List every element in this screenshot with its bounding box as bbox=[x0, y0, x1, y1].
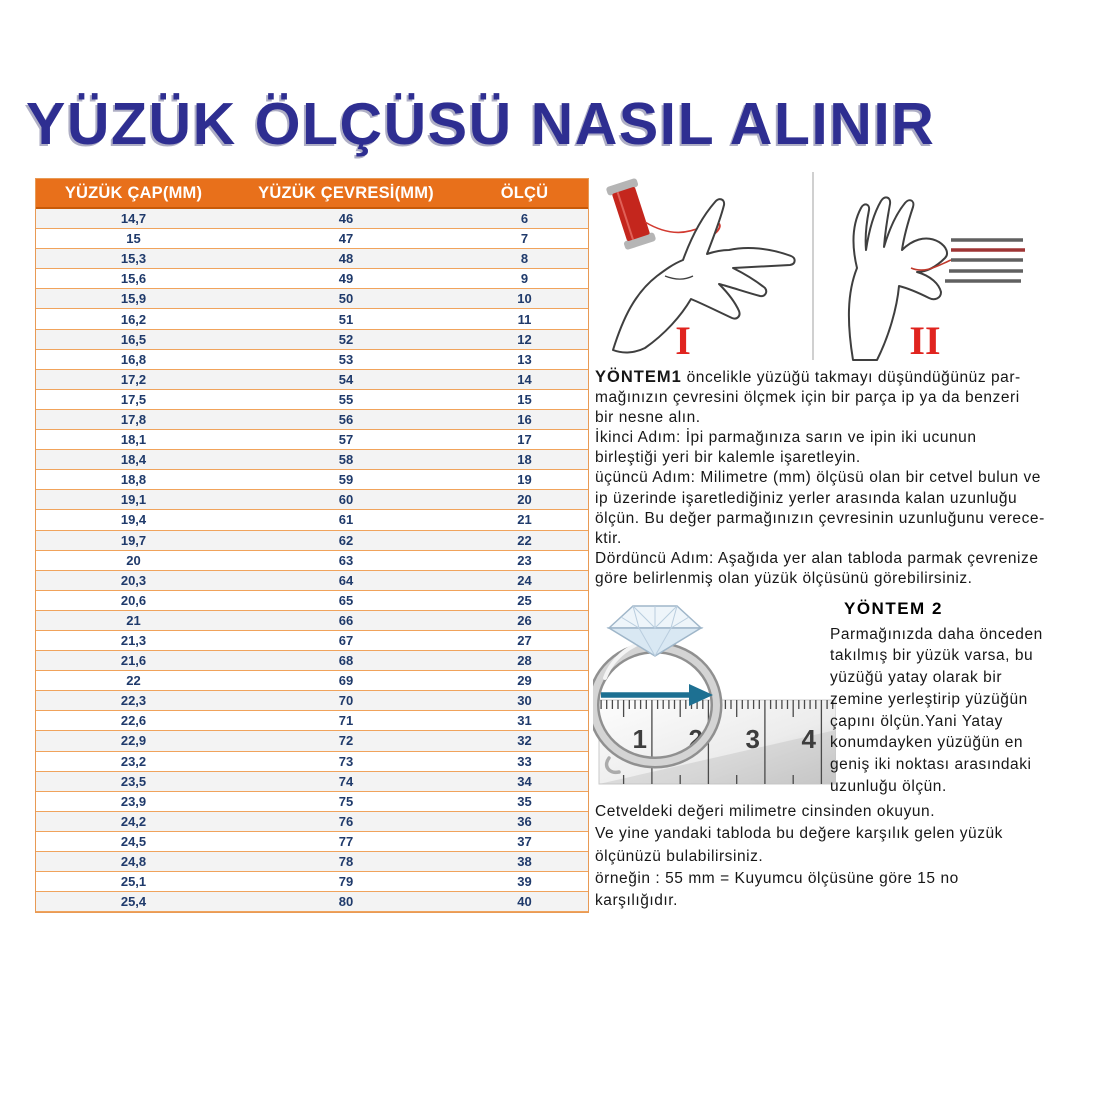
method1-label: YÖNTEM1 bbox=[595, 368, 682, 386]
cell-circumference: 73 bbox=[338, 753, 354, 769]
cell-diameter: 17,8 bbox=[120, 411, 147, 427]
cell-size: 28 bbox=[517, 653, 532, 669]
cell-circumference: 49 bbox=[338, 271, 354, 287]
cell-size: 22 bbox=[517, 532, 532, 548]
cell-size: 20 bbox=[517, 492, 532, 508]
cell-diameter: 18,8 bbox=[120, 472, 147, 488]
cell-circumference: 69 bbox=[338, 673, 354, 689]
text-line: Dördüncü Adım: Aşağıda yer alan tabloda parmak çevrenize bbox=[595, 549, 1039, 567]
thread-strands bbox=[945, 240, 1025, 281]
cell-size: 34 bbox=[517, 773, 532, 789]
cell-size: 15 bbox=[517, 391, 532, 407]
table-row bbox=[36, 772, 588, 792]
cell-diameter: 20 bbox=[126, 552, 141, 568]
cell-circumference: 78 bbox=[338, 854, 354, 870]
cell-circumference: 77 bbox=[338, 833, 354, 849]
table-row bbox=[36, 752, 588, 772]
cell-circumference: 66 bbox=[338, 612, 354, 628]
table-row bbox=[36, 490, 588, 510]
cell-diameter: 21 bbox=[126, 612, 141, 628]
cell-size: 25 bbox=[517, 592, 532, 608]
table-row bbox=[36, 671, 588, 691]
cell-circumference: 67 bbox=[338, 633, 354, 649]
cell-diameter: 17,5 bbox=[120, 391, 147, 407]
cell-circumference: 50 bbox=[338, 291, 354, 307]
cell-size: 37 bbox=[517, 833, 532, 849]
table-row bbox=[36, 631, 588, 651]
text-line: bir nesne alın. bbox=[595, 409, 701, 427]
cell-diameter: 25,4 bbox=[120, 894, 147, 910]
ruler-number-1: 1 bbox=[632, 724, 647, 754]
table-row bbox=[36, 892, 588, 912]
cell-diameter: 19,7 bbox=[120, 532, 147, 548]
table-row bbox=[36, 691, 588, 711]
cell-size: 31 bbox=[517, 713, 532, 729]
cell-circumference: 60 bbox=[338, 492, 354, 508]
cell-circumference: 70 bbox=[338, 693, 354, 709]
cell-size: 39 bbox=[517, 874, 532, 890]
cell-diameter: 20,6 bbox=[120, 592, 147, 608]
cell-circumference: 64 bbox=[338, 572, 354, 588]
table-row bbox=[36, 309, 588, 329]
text-line: göre belirlenmiş olan yüzük ölçüsünü görebilirsiniz. bbox=[595, 569, 973, 587]
cell-diameter: 15,3 bbox=[120, 251, 147, 267]
text-line: mağınızın çevresini ölçmek için bir parça ip ya da benzeri bbox=[595, 389, 1020, 407]
cell-size: 14 bbox=[517, 371, 532, 387]
text-line: ktir. bbox=[595, 529, 622, 547]
text-line: takılmış bir yüzük varsa, bu bbox=[830, 647, 1034, 665]
table-row bbox=[36, 410, 588, 430]
cell-size: 17 bbox=[517, 432, 532, 448]
table-row bbox=[36, 792, 588, 812]
cell-size: 36 bbox=[517, 813, 532, 829]
cell-diameter: 18,4 bbox=[120, 452, 147, 468]
table-row bbox=[36, 390, 588, 410]
cell-diameter: 19,4 bbox=[120, 512, 147, 528]
table-row bbox=[36, 711, 588, 731]
cell-size: 19 bbox=[517, 472, 532, 488]
text-line: ip üzerinde işaretlediğiniz yerler arasında kalan uzunluğu bbox=[595, 489, 1018, 507]
table-header-row bbox=[36, 179, 588, 209]
text-line: konumdayken yüzüğün en bbox=[830, 734, 1024, 752]
thread-spool-icon bbox=[606, 178, 657, 251]
cell-diameter: 19,1 bbox=[120, 492, 147, 508]
table-row bbox=[36, 249, 588, 269]
cell-diameter: 16,8 bbox=[120, 351, 147, 367]
table-row bbox=[36, 852, 588, 872]
cell-size: 24 bbox=[517, 572, 532, 588]
cell-diameter: 15 bbox=[126, 231, 141, 247]
cell-circumference: 68 bbox=[338, 653, 354, 669]
table-row bbox=[36, 510, 588, 530]
cell-circumference: 53 bbox=[338, 351, 354, 367]
cell-diameter: 17,2 bbox=[120, 371, 147, 387]
cell-size: 40 bbox=[517, 894, 532, 910]
table-row bbox=[36, 370, 588, 390]
cell-diameter: 16,2 bbox=[120, 311, 147, 327]
cell-diameter: 23,5 bbox=[120, 773, 147, 789]
cell-size: 26 bbox=[517, 612, 532, 628]
table-row bbox=[36, 289, 588, 309]
text-line: İkinci Adım: İpi parmağınıza sarın ve ipin iki ucunun bbox=[595, 429, 977, 447]
table-row bbox=[36, 531, 588, 551]
diamond-icon bbox=[609, 606, 701, 656]
cell-circumference: 46 bbox=[338, 211, 354, 227]
cell-size: 13 bbox=[517, 351, 532, 367]
cell-diameter: 23,2 bbox=[120, 753, 147, 769]
method1-lines bbox=[595, 388, 1080, 589]
cell-size: 38 bbox=[517, 854, 532, 870]
cell-size: 9 bbox=[520, 271, 529, 287]
cell-circumference: 75 bbox=[338, 793, 354, 809]
text-line: örneğin : 55 mm = Kuyumcu ölçüsüne göre 15 no bbox=[595, 869, 959, 887]
cell-circumference: 80 bbox=[338, 894, 354, 910]
cell-size: 27 bbox=[517, 633, 532, 649]
cell-circumference: 74 bbox=[338, 773, 354, 789]
hands-illustration bbox=[595, 168, 1100, 364]
cell-size: 29 bbox=[517, 673, 532, 689]
cell-size: 8 bbox=[520, 251, 529, 267]
cell-diameter: 14,7 bbox=[120, 211, 147, 227]
step-numeral-2: II bbox=[909, 318, 941, 363]
table-row bbox=[36, 269, 588, 289]
text-line: Cetveldeki değeri milimetre cinsinden okuyun. bbox=[595, 803, 936, 820]
cell-diameter: 24,2 bbox=[120, 813, 147, 829]
table-row bbox=[36, 611, 588, 631]
cell-size: 10 bbox=[517, 291, 532, 307]
cell-circumference: 79 bbox=[338, 874, 354, 890]
cell-size: 11 bbox=[517, 311, 532, 327]
cell-diameter: 23,9 bbox=[120, 793, 147, 809]
text-line: yüzüğü yatay olarak bir bbox=[830, 669, 1003, 687]
table-row bbox=[36, 450, 588, 470]
cell-diameter: 22 bbox=[126, 673, 141, 689]
ring-size-table bbox=[35, 178, 589, 913]
cell-size: 18 bbox=[517, 452, 532, 468]
page-title: YÜZÜK ÖLÇÜSÜ NASIL ALINIR bbox=[26, 91, 936, 157]
text-line: ölçünüzü bulabilirsiniz. bbox=[595, 847, 764, 865]
cell-diameter: 22,6 bbox=[120, 713, 147, 729]
table-row bbox=[36, 591, 588, 611]
table-row bbox=[36, 209, 588, 229]
method2-title: YÖNTEM 2 bbox=[844, 599, 943, 618]
text-line: karşılığıdır. bbox=[595, 892, 678, 910]
cell-circumference: 58 bbox=[338, 452, 354, 468]
cell-diameter: 15,6 bbox=[120, 271, 147, 287]
text-line: üçüncü Adım: Milimetre (mm) ölçüsü olan bir cetvel bulun ve bbox=[595, 469, 1041, 487]
text-line: zemine yerleştirip yüzüğün bbox=[830, 690, 1028, 708]
cell-diameter: 21,3 bbox=[120, 633, 147, 649]
table-row bbox=[36, 812, 588, 832]
cell-circumference: 59 bbox=[338, 472, 354, 488]
cell-circumference: 51 bbox=[338, 311, 354, 327]
text-line: geniş iki noktası arasındaki bbox=[830, 755, 1032, 773]
cell-circumference: 52 bbox=[338, 331, 354, 347]
cell-circumference: 56 bbox=[338, 411, 354, 427]
method1-first-line-rest: öncelikle yüzüğü takmayı düşündüğünüz par- bbox=[681, 369, 1021, 386]
cell-diameter: 15,9 bbox=[120, 291, 147, 307]
cell-diameter: 24,8 bbox=[120, 854, 147, 870]
cell-diameter: 16,5 bbox=[120, 331, 147, 347]
table-row bbox=[36, 350, 588, 370]
step-numeral-1: I bbox=[675, 318, 691, 363]
cell-diameter: 22,3 bbox=[120, 693, 147, 709]
column-header-circumference: YÜZÜK ÇEVRESİ(MM) bbox=[258, 183, 434, 202]
cell-diameter: 22,9 bbox=[120, 733, 147, 749]
cell-circumference: 62 bbox=[338, 532, 354, 548]
text-line: uzunluğu ölçün. bbox=[830, 777, 947, 795]
cell-size: 23 bbox=[517, 552, 532, 568]
cell-size: 32 bbox=[517, 733, 532, 749]
cell-circumference: 55 bbox=[338, 391, 354, 407]
table-row bbox=[36, 430, 588, 450]
cell-circumference: 54 bbox=[338, 371, 354, 387]
ruler-number-3: 3 bbox=[745, 724, 760, 754]
text-line: birleştiği yeri bir kalemle işaretleyin. bbox=[595, 449, 861, 467]
column-header-diameter: YÜZÜK ÇAP(MM) bbox=[64, 183, 203, 202]
cell-size: 21 bbox=[517, 512, 532, 528]
cell-circumference: 71 bbox=[338, 713, 354, 729]
cell-diameter: 20,3 bbox=[120, 572, 147, 588]
footer-note bbox=[595, 801, 1085, 912]
ruler-number-2: 2 bbox=[688, 724, 703, 754]
cell-diameter: 25,1 bbox=[120, 874, 147, 890]
cell-size: 6 bbox=[520, 211, 529, 227]
cell-diameter: 24,5 bbox=[120, 833, 147, 849]
cell-circumference: 76 bbox=[338, 813, 354, 829]
cell-circumference: 72 bbox=[338, 733, 354, 749]
table-row bbox=[36, 229, 588, 249]
cell-circumference: 63 bbox=[338, 552, 354, 568]
ruler-number-4: 4 bbox=[801, 724, 816, 754]
text-line: Ve yine yandaki tabloda bu değere karşılık gelen yüzük bbox=[595, 825, 1003, 843]
table-row bbox=[36, 872, 588, 892]
table-row bbox=[36, 651, 588, 671]
table-row bbox=[36, 832, 588, 852]
cell-circumference: 65 bbox=[338, 592, 354, 608]
table-row bbox=[36, 731, 588, 751]
cell-circumference: 61 bbox=[338, 512, 354, 528]
cell-diameter: 18,1 bbox=[120, 432, 147, 448]
cell-size: 16 bbox=[517, 411, 532, 427]
table-row bbox=[36, 330, 588, 350]
method1-first-line bbox=[595, 367, 1080, 388]
cell-size: 35 bbox=[517, 793, 532, 809]
footer-lines bbox=[595, 801, 1085, 912]
text-line: çapını ölçün.Yani Yatay bbox=[830, 712, 1003, 730]
cell-circumference: 47 bbox=[338, 231, 354, 247]
table-row bbox=[36, 571, 588, 591]
ring-on-ruler-illustration bbox=[593, 598, 836, 794]
cell-size: 12 bbox=[517, 331, 532, 347]
table-body bbox=[36, 209, 588, 912]
method2-lines bbox=[830, 624, 1080, 798]
cell-size: 7 bbox=[520, 231, 529, 247]
cell-size: 33 bbox=[517, 753, 532, 769]
cell-size: 30 bbox=[517, 693, 532, 709]
text-line: ölçün. Bu değer parmağınızın çevresinin uzunluğunu verece- bbox=[595, 509, 1045, 527]
method1-paragraph bbox=[595, 367, 1080, 589]
text-line: Parmağınızda daha önceden bbox=[830, 625, 1043, 643]
cell-circumference: 57 bbox=[338, 432, 354, 448]
cell-circumference: 48 bbox=[338, 251, 354, 267]
table-row bbox=[36, 470, 588, 490]
cell-diameter: 21,6 bbox=[120, 653, 147, 669]
table-row bbox=[36, 551, 588, 571]
method2-paragraph bbox=[830, 598, 1080, 797]
column-header-size: ÖLÇÜ bbox=[500, 183, 549, 202]
